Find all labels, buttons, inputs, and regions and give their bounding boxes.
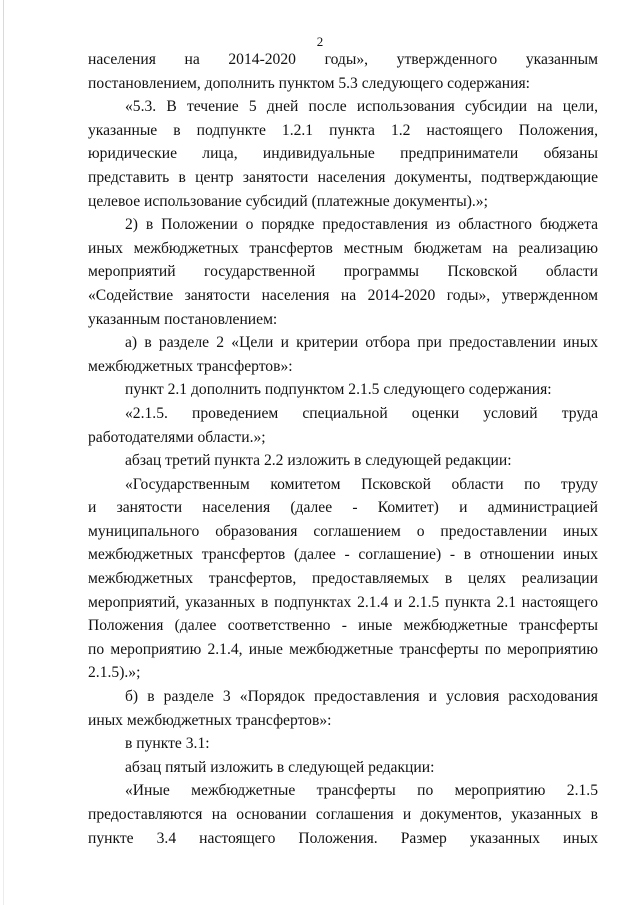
text-line: а) в разделе 2 «Цели и критерии отбора при предоставлении иных	[125, 334, 598, 352]
text-line: Положения (далее соответственно - иные межбюджетные трансферты	[88, 617, 598, 635]
text-line: пункте 3.4 настоящего Положения. Размер указанных иных	[88, 829, 598, 847]
text-line: юридические лица, индивидуальные предприниматели обязаны	[88, 145, 598, 163]
text-line: «Иные межбюджетные трансферты по мероприятию 2.1.5	[125, 782, 598, 800]
text-line: по мероприятию 2.1.4, иные межбюджетные трансферты по мероприятию	[88, 640, 598, 658]
text-line: мероприятий, указанных в подпунктах 2.1.4 и 2.1.5 пункта 2.1 настоящего	[88, 593, 598, 611]
scan-edge-line	[3, 0, 4, 905]
text-line: работодателями области.»;	[88, 428, 266, 446]
text-line: 2) в Положении о порядке предоставления из областного бюджета	[125, 216, 598, 234]
text-line: указанным постановлением:	[88, 310, 278, 328]
text-line: указанные в подпункте 1.2.1 пункта 1.2 настоящего Положения,	[88, 121, 598, 139]
text-line: предоставляются на основании соглашения и документов, указанных в	[88, 806, 598, 823]
text-line: целевое использование субсидий (платежные документы).»;	[88, 192, 488, 210]
text-line: межбюджетных трансфертов (далее - соглашение) - в отношении иных	[88, 546, 598, 564]
text-line: «5.3. В течение 5 дней после использования субсидии на цели,	[125, 98, 598, 116]
text-line: «Содействие занятости населения на 2014-2020 годы», утвержденном	[88, 286, 598, 304]
text-line: постановлением, дополнить пунктом 5.3 следующего содержания:	[88, 74, 530, 92]
text-line: межбюджетных трансфертов»:	[88, 357, 293, 375]
text-line: б) в разделе 3 «Порядок предоставления и условия расходования	[125, 688, 598, 706]
text-line: населения на 2014-2020 годы», утвержденного указанным	[88, 51, 598, 68]
text-line: муниципального образования соглашением о предоставлении иных	[88, 522, 598, 540]
text-line: представить в центр занятости населения документы, подтверждающие	[88, 168, 598, 186]
text-line: «Государственным комитетом Псковской области по труду	[125, 475, 598, 493]
text-line: в пункте 3.1:	[125, 735, 210, 753]
text-line: иных межбюджетных трансфертов местным бюджетам на реализацию	[88, 239, 598, 257]
text-line: мероприятий государственной программы Псковской области	[88, 263, 598, 281]
text-line: абзац третий пункта 2.2 изложить в следующей редакции:	[125, 452, 512, 470]
text-line: межбюджетных трансфертов, предоставляемых в целях реализации	[88, 570, 598, 588]
text-line: иных межбюджетных трансфертов»:	[88, 711, 332, 729]
text-line: и занятости населения (далее - Комитет) и администрацией	[88, 499, 598, 517]
page-number: 2	[316, 34, 324, 49]
document-body	[88, 48, 598, 850]
text-line: абзац пятый изложить в следующей редакции:	[125, 758, 435, 776]
text-line: пункт 2.1 дополнить подпунктом 2.1.5 следующего содержания:	[125, 381, 552, 399]
text-line: «2.1.5. проведением специальной оценки условий труда	[125, 404, 598, 422]
text-line: 2.1.5).»;	[88, 664, 141, 682]
